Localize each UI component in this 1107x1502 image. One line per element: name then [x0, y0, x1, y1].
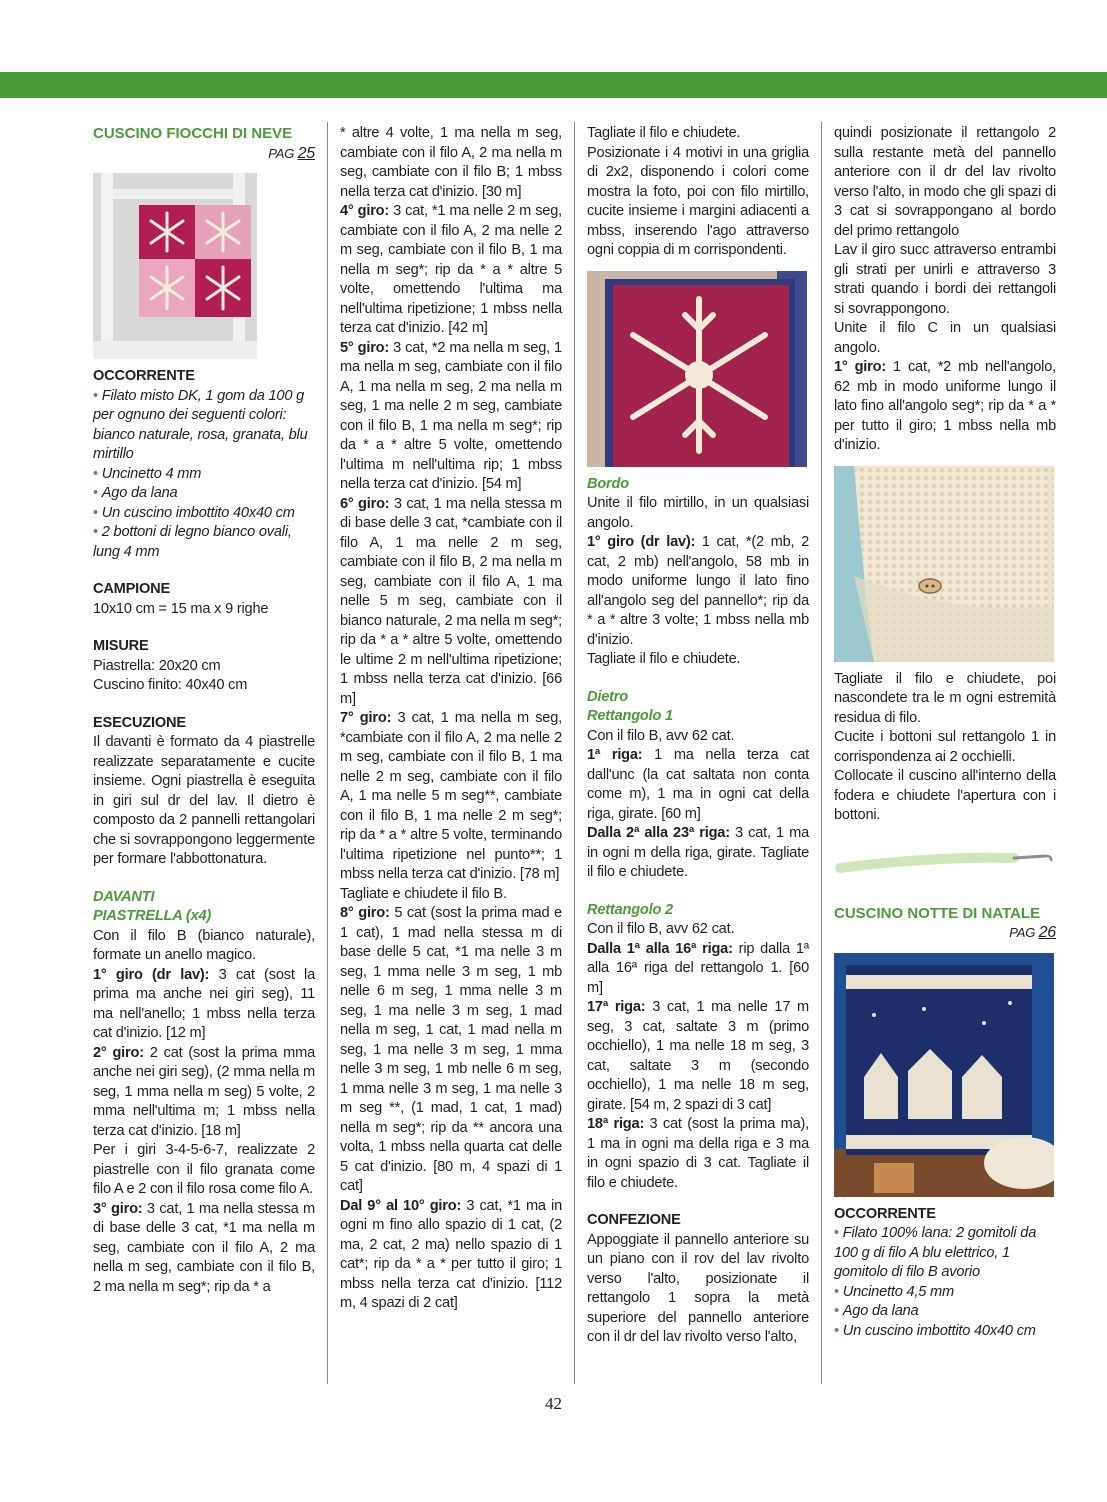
round-instruction	[340, 202, 562, 339]
row-text: rip dalla 1ª alla 16ª riga del rettangolo 1. [60 m]	[587, 940, 809, 996]
round-text: 5 cat (sost la prima mad e 1 cat), 1 mad nella stessa m di base delle 5 cat, *1 ma nelle 3 m seg, 1 mma nelle 3 m seg, 1 mb nelle 6 m seg, 1 mma nelle 3 m seg, 1 ma nelle 3 m seg, 1 mad nella m seg, 1 cat, 1 mad nella m seg, 1 ma nelle 3 m seg, 1 mma nelle 3 m seg, 1 mb nelle 6 m seg, 1 mma nelle 3 m seg, 1 ma nelle 3 m seg **, (1 mad, 1 cat, 1 mad) nella m seg*; rip da ** ancora una volta, 1 mbss nella quarta cat delle 5 cat d'inizio. [80 m, 4 spazi di 1 cat]	[340, 905, 562, 1194]
row-instruction	[587, 824, 809, 883]
instruction-text: Lav il giro succ attraverso entrambi gli strati per unirli e attraverso 3 strati quando i bordi dei rettangoli si sovrappongono.	[834, 242, 1056, 317]
material-item: • Filato misto DK, 1 gom da 100 g per ognuno dei seguenti colori: bianco naturale, rosa, granata, blu mirtillo	[93, 387, 315, 465]
material-item: • Uncinetto 4 mm	[93, 465, 315, 485]
material-item: • Un cuscino imbottito 40x40 cm	[834, 1322, 1056, 1342]
instruction-text: Con il filo B (bianco naturale), formate un anello magico.	[93, 927, 315, 963]
material-item: • Filato 100% lana: 2 gomitoli da 100 g di filo A blu elettrico, 1 gomitolo di filo B avorio	[834, 1224, 1056, 1283]
column-divider	[574, 122, 575, 1384]
instruction-text: quindi posizionate il rettangolo 2 sulla restante metà del pannello anteriore con il dr del lav rivolto verso l'alto, in modo che gli spazi di 3 cat si sovrappongano al bordo del primo rettangolo	[834, 125, 1056, 239]
instruction-text: * altre 4 volte, 1 ma nella m seg, cambiate con il filo A, 2 ma nella m seg, cambiate con il filo B; 1 mbss nella terza cat d'inizio. [30 m]	[340, 125, 562, 200]
round-label: 1° giro (dr lav):	[93, 966, 210, 983]
pink-snowflake-cushion-photo	[93, 173, 257, 359]
instruction-text: Tagliate il filo e chiudete, poi nascondete tra le m ogni estremità residua di filo.	[834, 670, 1056, 726]
bordo-heading: Bordo	[587, 475, 629, 492]
column-divider	[327, 122, 328, 1384]
round-instruction	[834, 358, 1056, 456]
instruction-text: Per i giri 3-4-5-6-7, realizzate 2 piastrelle con il filo granata come filo A e 2 con il filo rosa come filo A.	[93, 1142, 315, 1197]
material-item: • Uncinetto 4,5 mm	[834, 1283, 1056, 1303]
button-closure-closeup-photo	[834, 466, 1054, 662]
instruction-text: Unite il filo mirtillo, in un qualsiasi angolo.	[587, 495, 809, 531]
occorrente-heading: OCCORRENTE	[93, 368, 195, 384]
round-instruction	[340, 339, 562, 495]
material-item: • 2 bottoni di legno bianco ovali, lung 4 mm	[93, 523, 315, 562]
pag-number: 26	[1038, 924, 1056, 941]
crochet-hook-photo	[834, 836, 1054, 886]
section-title: CUSCINO FIOCCHI DI NEVE	[93, 125, 293, 142]
rettangolo1-heading: Rettangolo 1	[587, 708, 673, 724]
occorrente-heading: OCCORRENTE	[834, 1205, 936, 1222]
pag-number: 25	[297, 144, 315, 162]
round-label: 5° giro:	[340, 339, 390, 356]
davanti-heading: DAVANTI	[93, 888, 155, 905]
esecuzione-heading: ESECUZIONE	[93, 714, 186, 731]
round-label: 1° giro (dr lav):	[587, 534, 696, 550]
misure-text: Piastrella: 20x20 cm	[93, 657, 221, 674]
instruction-text: Collocate il cuscino all'interno della fodera e chiudete l'apertura con i bottoni.	[834, 768, 1056, 823]
round-text: 3 cat, *2 ma nella m seg, 1 ma nella m seg, cambiate con il filo A, 1 ma nella m seg, 2 ma nella m seg, 1 ma nelle 2 m seg, cambiate con il filo B, 1 ma nella m seg*; rip da * a * altre 5 volte, omettendo l'ultima m nell'ultima rip; 1 mbss nella terza cat d'inizio. [54 m]	[340, 339, 562, 492]
material-item: • Ago da lana	[834, 1302, 1056, 1322]
round-instruction	[340, 1197, 562, 1314]
material-item: • Un cuscino imbottito 40x40 cm	[93, 504, 315, 524]
round-label: 4° giro:	[340, 203, 390, 219]
column-1	[93, 124, 315, 1297]
round-label: 7° giro:	[340, 710, 392, 726]
row-instruction	[587, 1115, 809, 1193]
row-text: 3 cat, 1 ma in ogni m della riga, girate. Tagliate il filo e chiudete.	[587, 825, 809, 880]
row-label: 18ª riga:	[587, 1116, 645, 1132]
page-number: 42	[545, 1394, 562, 1413]
round-instruction	[93, 1044, 315, 1142]
row-text: 1 ma nella terza cat dall'unc (la cat saltata non conta come m), 1 ma in ogni cat della riga, girate. [60 m]	[587, 747, 809, 822]
column-4	[834, 124, 1056, 1341]
round-label: 2° giro:	[93, 1044, 144, 1061]
round-instruction	[587, 533, 809, 650]
instruction-text: Appoggiate il pannello anteriore su un piano con il rov del lav rivolto verso l'alto, posizionate il rettangolo 1 sopra la metà superiore del pannello anteriore con il dr del lav rivolto verso l'alto,	[587, 1231, 809, 1345]
round-text: 3 cat, 1 ma nella stessa m di base delle 3 cat, *cambiate con il filo A, 1 ma nelle 2 m seg, cambiate con il filo B, 2 ma nella m seg, cambiate con il filo A, 1 ma nelle 5 m seg, cambiate con il bianco naturale, 2 ma nella m seg*; rip da * a * altre 5 volte, omettendo le ultime 2 m nell'ultima ripetizione; 1 mbss nella terza cat d'inizio. [66 m]	[340, 495, 562, 707]
piastrella-heading: PIASTRELLA (x4)	[93, 908, 212, 924]
row-label: 17ª riga:	[587, 999, 646, 1015]
round-label: 6° giro:	[340, 495, 390, 512]
round-text: 1 cat, *(2 mb, 2 cat, 2 mb) nell'angolo, 58 mb in modo uniforme lungo il lato fino all'angolo seg del pannello*; rip da * a * altre 3 volte; 1 mbss nella mb d'inizio.	[587, 534, 809, 648]
round-text: 3 cat, 1 ma nella stessa m di base delle 3 cat, *1 ma nella m seg, cambiate con il filo A, 2 ma nella m seg, cambiate con il filo B, 2 ma nella m seg*; rip da * a	[93, 1200, 315, 1295]
round-label: 3° giro:	[93, 1200, 143, 1217]
row-text: 3 cat (sost la prima ma), 1 ma in ogni ma della riga e 3 ma in ogni spazio di 3 cat. Tagliate il filo e chiudete.	[587, 1116, 810, 1191]
section-title: CUSCINO NOTTE DI NATALE	[834, 904, 1041, 922]
page-reference	[834, 923, 1056, 943]
row-label: 1ª riga:	[587, 747, 643, 763]
esecuzione-text: Il davanti è formato da 4 piastrelle realizzate separatamente e cucite insieme. Ogni piastrella è eseguita in giri sul dr del lav. Il dietro è composto da 2 pannelli rettangolari che si sovrappongono leggermente per formare l'abbottonatura.	[93, 734, 315, 867]
instruction-text: Tagliate il filo e chiudete.	[587, 651, 741, 667]
round-instruction	[93, 1200, 315, 1298]
campione-heading: CAMPIONE	[93, 581, 171, 597]
row-label: Dalla 1ª alla 16ª riga:	[587, 940, 733, 957]
round-text: 1 cat, *2 mb nell'angolo, 62 mb in modo uniforme lungo il lato fino all'angolo seg*; rip da * a * per tutto il giro; 1 mbss nella mb d'inizio.	[834, 359, 1056, 453]
instruction-text: Cucite i bottoni sul rettangolo 1 in corrispondenza ai 2 occhielli.	[834, 729, 1056, 765]
round-instruction	[340, 709, 562, 885]
campione-text: 10x10 cm = 15 ma x 9 righe	[93, 600, 269, 617]
row-label: Dalla 2ª alla 23ª riga:	[587, 825, 730, 841]
round-text: 3 cat, *1 ma in ogni m fino allo spazio di 1 cat, (2 ma, 2 cat, 2 ma) nello spazio di 1 cat*; rip da * a * per tutto il giro; 1 mbss nella terza cat d'inizio. [112 m, 4 spazi di 2 cat]	[340, 1197, 563, 1311]
column-3	[587, 124, 809, 1348]
pag-label: PAG	[268, 145, 295, 161]
instruction-text: Con il filo B, avv 62 cat.	[587, 921, 735, 937]
round-instruction	[340, 495, 562, 710]
column-2	[340, 124, 562, 1314]
round-text: 3 cat (sost la prima ma anche nei giri seg), 11 ma nell'anello; 1 mbss nella terza cat d'inizio. [12 m]	[93, 966, 315, 1041]
rettangolo2-heading: Rettangolo 2	[587, 901, 673, 918]
instruction-text: Tagliate il filo e chiudete.	[587, 125, 741, 141]
row-instruction	[587, 940, 809, 999]
row-instruction	[587, 998, 809, 1115]
instruction-text: Unite il filo C in un qualsiasi angolo.	[834, 320, 1056, 356]
top-color-bar	[0, 72, 1107, 98]
pag-label: PAG	[1009, 925, 1036, 940]
row-text: 3 cat, 1 ma nelle 17 m seg, 3 cat, saltate 3 m (primo occhiello), 1 ma nelle 18 m seg, 3 cat, saltate 3 m (secondo occhiello), 1 ma nelle 18 m seg, girate. [54 m, 2 spazi di 3 cat]	[587, 999, 809, 1113]
column-divider	[821, 122, 822, 1384]
instruction-text: Tagliate e chiudete il filo B.	[340, 885, 507, 902]
confezione-heading: CONFEZIONE	[587, 1212, 681, 1228]
misure-heading: MISURE	[93, 638, 149, 654]
page-reference	[93, 144, 315, 164]
round-text: 2 cat (sost la prima mma anche nei giri seg), (2 mma nella m seg, 1 mma nella m seg) 5 volte, 2 mma nell'ultima m; 1 mbss nella terza cat d'inizio. [18 m]	[93, 1044, 315, 1139]
misure-text: Cuscino finito: 40x40 cm	[93, 677, 248, 693]
snowflake-tile-closeup-photo	[587, 271, 807, 467]
round-label: Dal 9° al 10° giro:	[340, 1197, 462, 1214]
row-instruction	[587, 746, 809, 824]
christmas-night-cushion-photo	[834, 953, 1054, 1197]
dietro-heading: Dietro	[587, 688, 628, 705]
instruction-text: Con il filo B, avv 62 cat.	[587, 727, 735, 744]
round-label: 1° giro:	[834, 359, 886, 375]
round-text: 3 cat, 1 ma nella m seg, *cambiate con il filo A, 2 ma nelle 2 m seg, cambiate con il filo B, 1 ma nelle 2 m seg, cambiate con il filo A, 1 ma nelle 5 m seg**, cambiate con il filo B, 1 ma nelle 2 m seg*; rip da * a * altre 5 volte, terminando l'ultima ripetizione nel punto**; 1 mbss nella terza cat d'inizio. [78 m]	[340, 710, 562, 882]
material-item: • Ago da lana	[93, 484, 315, 504]
instruction-text: Posizionate i 4 motivi in una griglia di 2x2, disponendo i colori come mostra la foto, poi con filo mirtillo, cucite insieme i margini adiacenti a mbss, inserendo l'ago attraverso ogni coppia di m corrispondenti.	[587, 144, 809, 258]
round-text: 3 cat, *1 ma nelle 2 m seg, cambiate con il filo A, 2 ma nelle 2 m seg, cambiate con il filo B, 1 ma nella m seg*; rip da * a * altre 5 volte, omettendo l'ultima ma nell'ultima ripetizione; 1 mbss nella terza cat d'inizio. [42 m]	[340, 203, 562, 336]
round-instruction	[340, 904, 562, 1197]
round-label: 8° giro:	[340, 905, 390, 921]
round-instruction	[93, 966, 315, 1044]
